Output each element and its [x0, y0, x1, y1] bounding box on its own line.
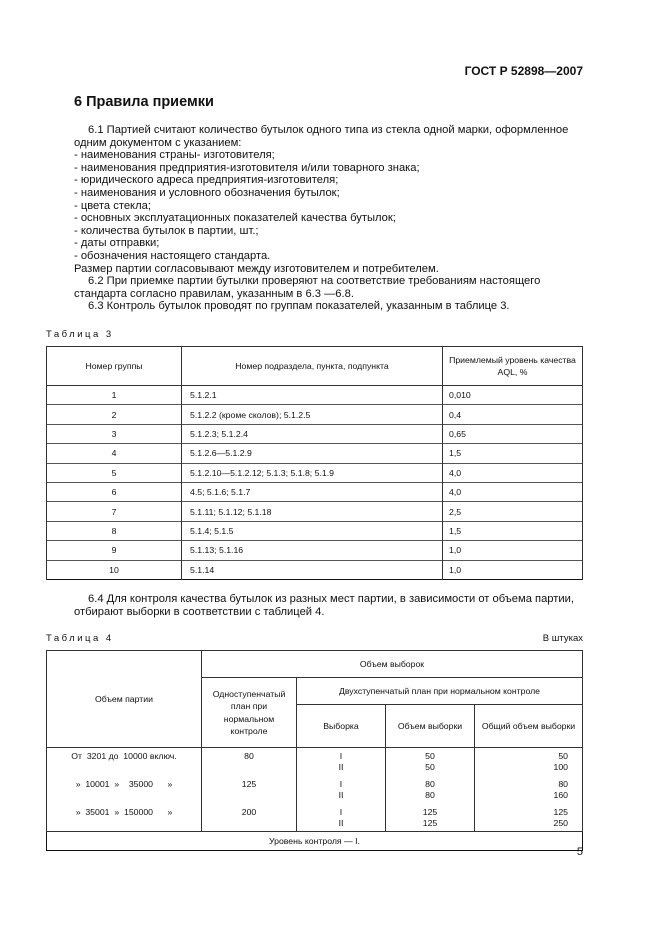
sample-stages: [297, 748, 386, 776]
sample-sizes: [386, 748, 475, 776]
aql-value: 1,5: [443, 444, 583, 463]
paragraph-6-3: 6.3 Контроль бутылок проводят по группам показателей, указанным в таблице 3.: [88, 300, 510, 313]
total-size: 50: [558, 751, 568, 761]
table-row: [47, 463, 583, 482]
list-item: - наименования страны- изготовителя;: [74, 149, 275, 162]
col-header-sample: Выборка: [297, 705, 386, 748]
sample-sizes: [386, 776, 475, 804]
table4-unit-note: В штуках: [542, 633, 583, 644]
sample-stages: [297, 804, 386, 832]
group-number: 1: [47, 386, 182, 405]
group-number: 8: [47, 521, 182, 540]
group-number: 4: [47, 444, 182, 463]
table-header-row: [47, 651, 583, 678]
clause-ref: 5.1.2.3; 5.1.2.4: [182, 424, 443, 443]
group-number: 6: [47, 482, 182, 501]
col-header-sample-size: Объем выборки: [386, 705, 475, 748]
table4-caption: Таблица 4: [46, 633, 114, 644]
table-row: [47, 482, 583, 501]
clause-ref: 5.1.13; 5.1.16: [182, 541, 443, 560]
stage-label: I: [339, 778, 343, 789]
section-body: [74, 124, 583, 313]
group-number: 9: [47, 541, 182, 560]
group-number: 3: [47, 424, 182, 443]
col-header-total-size: Общий объем выборки: [475, 705, 583, 748]
table3-caption: Таблица 3: [46, 329, 114, 340]
list-item: - цвета стекла;: [74, 199, 151, 212]
standard-code: ГОСТ Р 52898—2007: [464, 64, 583, 78]
col-header-aql: Приемлемый уровень качества AQL, %: [443, 347, 583, 386]
aql-value: 1,0: [443, 541, 583, 560]
lot-range: » 35001 » 150000 »: [47, 804, 202, 832]
aql-value: 0,4: [443, 405, 583, 424]
paragraph-6-1: 6.1 Партией считают количество бутылок одного типа из стекла одной марки, оформленное одним документом с указанием:: [74, 124, 569, 149]
sample-size: 50: [425, 751, 435, 761]
stage-label: II: [338, 761, 344, 772]
table-row: [47, 405, 583, 424]
aql-value: 4,0: [443, 463, 583, 482]
clause-ref: 5.1.2.1: [182, 386, 443, 405]
table-row: [47, 502, 583, 521]
clause-ref: 5.1.4; 5.1.5: [182, 521, 443, 540]
lot-range: » 10001 » 35000 »: [47, 776, 202, 804]
stage-label: I: [339, 751, 343, 761]
clause-ref: 5.1.2.6—5.1.2.9: [182, 444, 443, 463]
list-item: - наименования предприятия-изготовителя и/или товарного знака;: [74, 161, 420, 174]
list-item: - юридического адреса предприятия-изготовителя;: [74, 174, 339, 187]
group-number: 10: [47, 560, 182, 579]
total-size: 80: [558, 778, 568, 789]
list-item: - наименования и условного обозначения бутылок;: [74, 186, 340, 199]
list-item: - даты отправки;: [74, 237, 160, 250]
clause-ref: 5.1.11; 5.1.12; 5.1.18: [182, 502, 443, 521]
stage-label: II: [338, 789, 344, 800]
sample-stages: [297, 776, 386, 804]
single-plan-size: 200: [202, 804, 297, 832]
table-row: [47, 386, 583, 405]
single-plan-size: 80: [202, 748, 297, 776]
table-4: [46, 650, 583, 851]
aql-value: 1,5: [443, 521, 583, 540]
aql-value: 0,010: [443, 386, 583, 405]
col-header-lot: Объем партии: [47, 651, 202, 748]
aql-value: 2,5: [443, 502, 583, 521]
list-item: - основных эксплуатационных показателей качества бутылок;: [74, 212, 396, 225]
total-size: 125: [553, 806, 568, 817]
stage-label: I: [339, 806, 343, 817]
list-item: - количества бутылок в партии, шт.;: [74, 224, 259, 237]
list-item: - обозначения настоящего стандарта.: [74, 249, 271, 262]
table-row: [47, 748, 583, 776]
total-sizes: [475, 804, 583, 832]
aql-value: 4,0: [443, 482, 583, 501]
paragraph-6-4: 6.4 Для контроля качества бутылок из разных мест партии, в зависимости от объема партии, отбирают выборки в соответствии с таблицей 4.: [74, 593, 575, 618]
single-plan-size: 125: [202, 776, 297, 804]
table-row: [47, 804, 583, 832]
table-3: [46, 346, 583, 580]
group-number: 2: [47, 405, 182, 424]
sample-size: 50: [425, 761, 435, 772]
total-sizes: [475, 748, 583, 776]
total-sizes: [475, 776, 583, 804]
section-title: 6 Правила приемки: [74, 94, 214, 110]
sample-size: 125: [422, 806, 438, 817]
sample-size: 125: [422, 817, 438, 828]
total-size: 160: [553, 789, 568, 800]
group-number: 7: [47, 502, 182, 521]
col-header-samples: Объем выборок: [202, 651, 583, 678]
table-footer-row: [47, 832, 583, 851]
col-header-single-plan: Одноступенчатый план при нормальном контроле: [202, 678, 297, 748]
clause-ref: 5.1.2.2 (кроме сколов); 5.1.2.5: [182, 405, 443, 424]
table-row: [47, 521, 583, 540]
page-number: 5: [576, 846, 583, 858]
table-header-row: [47, 347, 583, 386]
sample-size: 80: [425, 778, 435, 789]
lot-range: От 3201 до 10000 включ.: [47, 748, 202, 776]
table-row: [47, 444, 583, 463]
table-row: [47, 560, 583, 579]
stage-label: II: [338, 817, 344, 828]
clause-ref: 4.5; 5.1.6; 5.1.7: [182, 482, 443, 501]
col-header-clause: Номер подраздела, пункта, подпункта: [182, 347, 443, 386]
paragraph-6-2: 6.2 При приемке партии бутылки проверяют на соответствие требованиям настоящего стандарта согласно правилам, указанным в 6.3 —6.8.: [74, 275, 541, 300]
group-number: 5: [47, 463, 182, 482]
total-size: 100: [553, 761, 568, 772]
clause-ref: 5.1.2.10—5.1.2.12; 5.1.3; 5.1.8; 5.1.9: [182, 463, 443, 482]
col-header-double-plan: Двухступенчатый план при нормальном контроле: [297, 678, 583, 705]
control-level-note: Уровень контроля — I.: [47, 832, 583, 851]
aql-value: 1,0: [443, 560, 583, 579]
total-size: 250: [553, 817, 568, 828]
col-header-group: Номер группы: [47, 347, 182, 386]
sample-size: 80: [425, 789, 435, 800]
aql-value: 0,65: [443, 424, 583, 443]
lot-size-note: Размер партии согласовывают между изготовителем и потребителем.: [74, 262, 439, 275]
table-row: [47, 541, 583, 560]
clause-ref: 5.1.14: [182, 560, 443, 579]
table-row: [47, 424, 583, 443]
sample-sizes: [386, 804, 475, 832]
table-row: [47, 776, 583, 804]
